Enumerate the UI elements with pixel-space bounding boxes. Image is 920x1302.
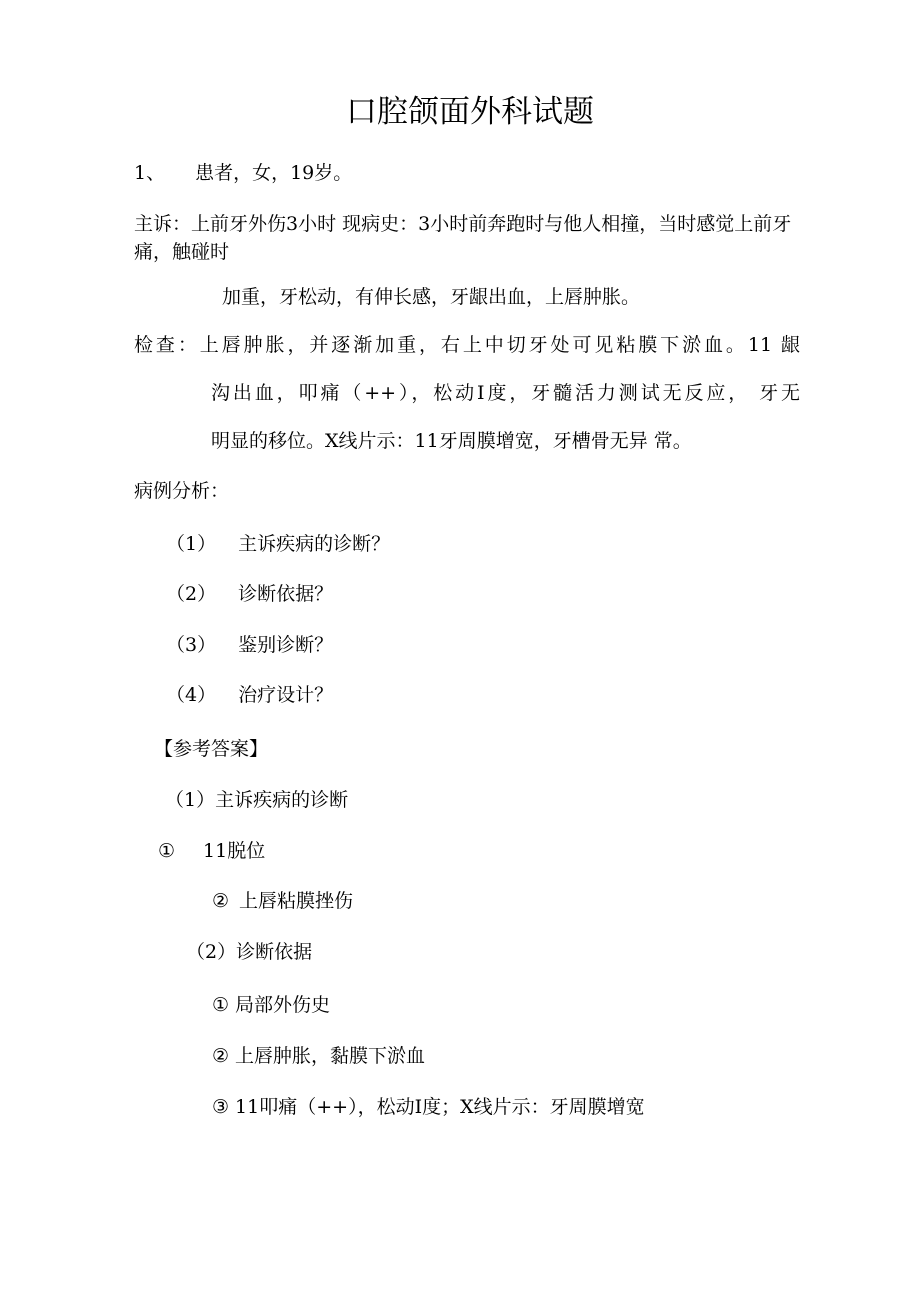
question-num: （2） <box>166 583 217 605</box>
answer-2-item-3 <box>212 1094 645 1120</box>
item-mark: ② <box>212 890 230 912</box>
item-text: 上唇肿胀，黏膜下淤血 <box>235 1045 426 1067</box>
exam-line-3: 明显的移位。X线片示：11牙周膜增宽，牙槽骨无异 常。 <box>211 430 692 452</box>
page-title: 口腔颌面外科试题 <box>346 94 594 130</box>
question-num: （1） <box>166 533 217 555</box>
analysis-question-1 <box>166 531 390 557</box>
question-text: 诊断依据？ <box>238 583 334 605</box>
item-text: 11叩痛（++），松动I度；X线片示：牙周膜增宽 <box>235 1096 645 1118</box>
question-text: 治疗设计？ <box>238 684 334 706</box>
answer-section-2-heading: （2）诊断依据 <box>186 941 313 963</box>
answer-2-item-2 <box>212 1043 425 1069</box>
item-text: 11脱位 <box>203 840 266 862</box>
item-text: 上唇粘膜挫伤 <box>239 890 354 912</box>
answer-section-1-heading: （1）主诉疾病的诊断 <box>165 789 349 811</box>
question-num: （4） <box>166 684 217 706</box>
analysis-question-2 <box>166 581 333 607</box>
exam-line-2: 沟出血，叩痛（++），松动I度，牙髓活力测试无反应， 牙无 <box>211 382 800 404</box>
answer-heading: 【参考答案】 <box>154 738 269 760</box>
analysis-question-3 <box>166 632 333 658</box>
item-mark: ② <box>212 1045 230 1067</box>
question-1-line <box>134 160 352 186</box>
item-mark: ③ <box>212 1096 230 1118</box>
item-mark: ① <box>158 840 176 862</box>
question-number: 1、 <box>134 162 166 184</box>
complaint-continuation: 加重，牙松动，有伸长感，牙龈出血，上唇肿胀。 <box>222 286 641 308</box>
chief-complaint: 主诉：上前牙外伤3小时 现病史：3小时前奔跑时与他人相撞，当时感觉上前牙痛，触碰时 <box>134 213 792 263</box>
answer-1-item-2 <box>212 888 353 914</box>
analysis-question-4 <box>166 682 333 708</box>
analysis-heading: 病例分析： <box>134 480 230 502</box>
item-mark: ① <box>212 994 230 1016</box>
question-text: 主诉疾病的诊断？ <box>238 533 391 555</box>
exam-line-1: 检查：上唇肿胀，并逐渐加重，右上中切牙处可见粘膜下淤血。11 龈 <box>134 334 800 356</box>
question-text: 鉴别诊断？ <box>238 634 334 656</box>
question-num: （3） <box>166 634 217 656</box>
answer-1-item-1 <box>158 838 265 864</box>
patient-info: 患者，女，19岁。 <box>195 162 353 184</box>
item-text: 局部外伤史 <box>235 994 331 1016</box>
answer-2-item-1 <box>212 992 330 1018</box>
